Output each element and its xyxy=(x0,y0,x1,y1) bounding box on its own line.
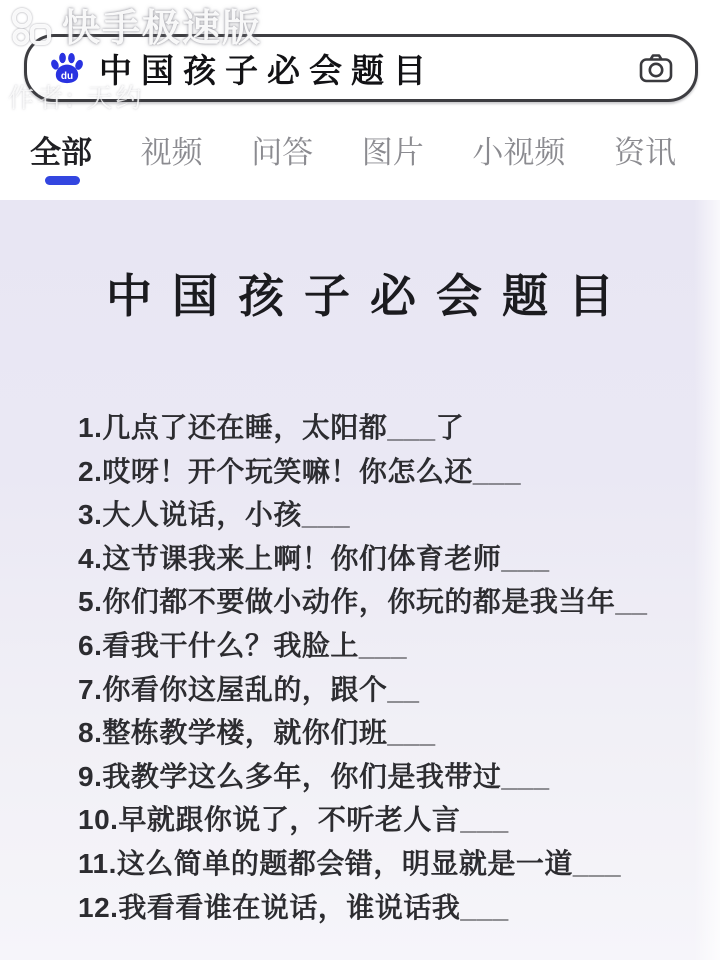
search-header xyxy=(0,0,720,200)
result-tabs xyxy=(0,124,720,174)
tab-news[interactable]: 资讯 xyxy=(613,134,676,170)
question-line: 3.大人说话，小孩___ xyxy=(78,499,351,531)
watermark-author: 作者: 天约 xyxy=(8,83,145,113)
question-line: 8.整栋教学楼，就你们班___ xyxy=(78,717,436,749)
question-line: 4.这节课我来上啊！你们体育老师___ xyxy=(78,542,550,574)
question-line: 5.你们都不要做小动作，你玩的都是我当年__ xyxy=(78,586,648,618)
camera-search-button[interactable] xyxy=(637,51,675,85)
question-line: 6.看我干什么？我脸上___ xyxy=(78,629,408,661)
question-list xyxy=(78,406,690,929)
active-tab-indicator xyxy=(45,176,80,185)
tab-short-video[interactable]: 小视频 xyxy=(472,134,566,170)
question-line: 1.几点了还在睡，太阳都___了 xyxy=(78,412,465,443)
watermark-app-name: 快手极速版 xyxy=(62,8,263,50)
search-input[interactable]: 中国孩子必会题目 xyxy=(99,51,435,89)
result-image[interactable] xyxy=(0,200,720,960)
svg-text:du: du xyxy=(60,71,74,83)
tab-images[interactable]: 图片 xyxy=(361,134,424,170)
question-line: 10.早就跟你说了，不听老人言___ xyxy=(78,804,509,836)
question-line: 7.你看你这屋乱的，跟个__ xyxy=(78,673,420,705)
tab-all[interactable]: 全部 xyxy=(30,134,92,170)
question-line: 9.我教学这么多年，你们是我带过___ xyxy=(78,760,550,792)
search-bar[interactable] xyxy=(24,34,698,102)
question-line: 12.我看看谁在说话，谁说话我___ xyxy=(78,891,509,923)
tab-video[interactable]: 视频 xyxy=(140,134,203,170)
question-line: 2.哎呀！开个玩笑嘛！你怎么还___ xyxy=(78,455,522,487)
image-title: 中国孩子必会题目 xyxy=(106,270,634,322)
baidu-paw-icon xyxy=(47,50,87,86)
question-line: 11.这么简单的题都会错，明显就是一道___ xyxy=(78,847,622,879)
tab-qa[interactable]: 问答 xyxy=(251,134,314,170)
